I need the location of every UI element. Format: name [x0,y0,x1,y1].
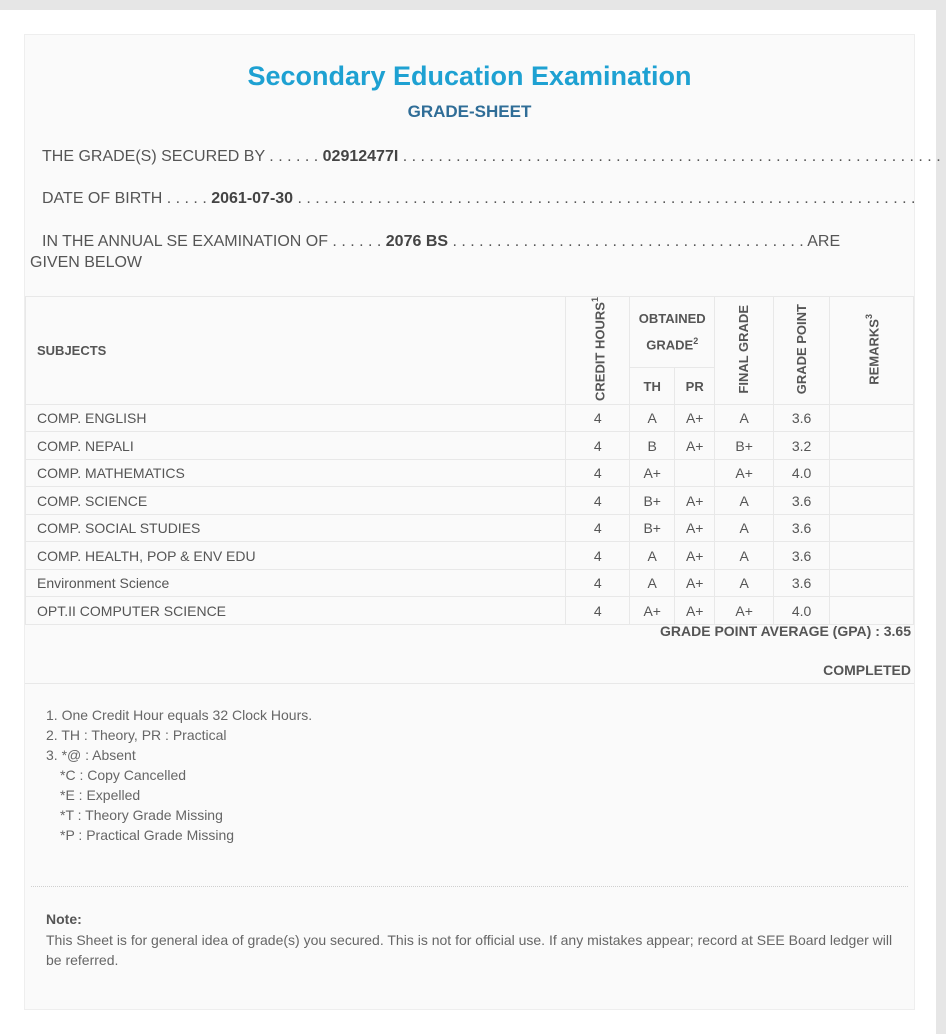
secured-by-line [42,148,941,166]
subject-cell: Environment Science [26,569,566,597]
remarks-cell [830,459,914,487]
remarks-cell [830,404,914,432]
page-background [0,10,941,1034]
grade-point-cell: 3.6 [774,542,830,570]
subject-cell: COMP. SCIENCE [26,487,566,515]
practical-grade-cell: A+ [675,542,715,570]
table-row [26,514,914,542]
practical-grade-cell [675,459,715,487]
subject-cell: OPT.II COMPUTER SCIENCE [26,597,566,625]
footnote-line: 3. *@ : Absent [46,747,136,763]
credit-hours-cell: 4 [566,432,630,460]
practical-grade-cell: A+ [675,514,715,542]
remarks-cell [830,514,914,542]
divider [25,683,914,684]
grade-point-cell: 3.6 [774,569,830,597]
credit-hours-cell: 4 [566,404,630,432]
result-status: COMPLETED [823,662,911,678]
subject-cell: COMP. HEALTH, POP & ENV EDU [26,542,566,570]
remark-code: *P : Practical Grade Missing [60,827,235,843]
secured-by-dots: . . . . . . . . . . . . . . . . . . . . . . . . . . . . . . . . . . . . . . . . . . . . . . . . . . . . . . . . . . . . . [402,148,941,165]
dob-line [42,190,915,208]
remarks-cell [830,487,914,515]
subject-cell: COMP. ENGLISH [26,404,566,432]
final-grade-cell: A [715,487,774,515]
final-grade-cell: A [715,569,774,597]
subject-cell: COMP. MATHEMATICS [26,459,566,487]
dob-label: DATE OF BIRTH . . . . . [42,190,207,207]
gpa-summary [660,623,911,639]
note-text: This Sheet is for general idea of grade(s) you secured. This is not for official use. If any mistakes appear; record at SEE Board ledger will be referred. [46,932,893,968]
grade-point-cell: 4.0 [774,459,830,487]
header-th: TH [630,368,675,405]
table-row [26,459,914,487]
subject-cell: COMP. SOCIAL STUDIES [26,514,566,542]
exam-line [30,231,890,273]
sheet-subtitle: GRADE-SHEET [407,102,532,121]
credit-hours-cell: 4 [566,569,630,597]
header-subjects: SUBJECTS [26,297,566,405]
grade-sheet [24,34,941,1010]
exam-label: IN THE ANNUAL SE EXAMINATION OF . . . . . . [42,233,382,250]
remarks-cell [830,542,914,570]
remark-code: *C : Copy Cancelled [60,767,187,783]
table-row [26,597,914,625]
footnotes [46,705,312,845]
final-grade-cell: A [715,542,774,570]
theory-grade-cell: A [630,569,675,597]
practical-grade-cell: A+ [675,597,715,625]
remark-code: *E : Expelled [60,787,141,803]
gpa-label: GRADE POINT AVERAGE (GPA) : [660,623,880,639]
dob-dots: . . . . . . . . . . . . . . . . . . . . . . . . . . . . . . . . . . . . . . . . . . . . . . . . . . . . . . . . . . . . . . . . . . . . . . [297,190,916,207]
table-row [26,432,914,460]
credit-hours-cell: 4 [566,459,630,487]
symbol-number: 02912477I [322,148,399,165]
table-row [26,542,914,570]
header-credit-hours: CREDIT HOURS$^1$ [566,297,630,405]
theory-grade-cell: B [630,432,675,460]
final-grade-cell: B+ [715,432,774,460]
table-row [26,487,914,515]
final-grade-cell: A [715,404,774,432]
header-grade-point: GRADE POINT [774,297,830,405]
header-remarks: REMARKS$^3$ [830,297,914,405]
theory-grade-cell: B+ [630,514,675,542]
exam-suffix: ARE GIVEN BELOW [30,233,841,271]
final-grade-cell: A+ [715,597,774,625]
exam-dots: . . . . . . . . . . . . . . . . . . . . . . . . . . . . . . . . . . . . . . . . [452,233,804,250]
grade-point-cell: 3.6 [774,514,830,542]
grade-point-cell: 3.6 [774,404,830,432]
credit-hours-cell: 4 [566,542,630,570]
gpa-value: 3.65 [883,623,911,639]
theory-grade-cell: A [630,542,675,570]
remarks-cell [830,569,914,597]
credit-hours-cell: 4 [566,487,630,515]
theory-grade-cell: A+ [630,597,675,625]
final-grade-cell: A+ [715,459,774,487]
footnote-line: 1. One Credit Hour equals 32 Clock Hours. [46,707,313,723]
grades-table [25,296,914,625]
credit-hours-cell: 4 [566,514,630,542]
theory-grade-cell: B+ [630,487,675,515]
date-of-birth: 2061-07-30 [211,190,294,207]
credit-hours-cell: 4 [566,597,630,625]
remarks-cell [830,432,914,460]
header-final-grade: FINAL GRADE [715,297,774,405]
dotted-divider [31,886,908,887]
table-row [26,404,914,432]
practical-grade-cell: A+ [675,404,715,432]
footnote-line: 2. TH : Theory, PR : Practical [46,727,227,743]
subject-cell: COMP. NEPALI [26,432,566,460]
note-heading: Note: [46,911,82,927]
final-grade-cell: A [715,514,774,542]
grade-point-cell: 4.0 [774,597,830,625]
practical-grade-cell: A+ [675,487,715,515]
practical-grade-cell: A+ [675,569,715,597]
header-obtained-grade: OBTAINED GRADE$^2$ [630,297,715,368]
remark-code: *T : Theory Grade Missing [60,807,223,823]
grade-rows [26,404,914,624]
secured-by-label: THE GRADE(S) SECURED BY . . . . . . [42,148,319,165]
table-row [26,569,914,597]
grade-point-cell: 3.2 [774,432,830,460]
exam-year: 2076 BS [385,233,449,250]
header-pr: PR [675,368,715,405]
grade-point-cell: 3.6 [774,487,830,515]
sheet-title: Secondary Education Examination [247,61,692,91]
remarks-cell [830,597,914,625]
theory-grade-cell: A [630,404,675,432]
practical-grade-cell: A+ [675,432,715,460]
theory-grade-cell: A+ [630,459,675,487]
